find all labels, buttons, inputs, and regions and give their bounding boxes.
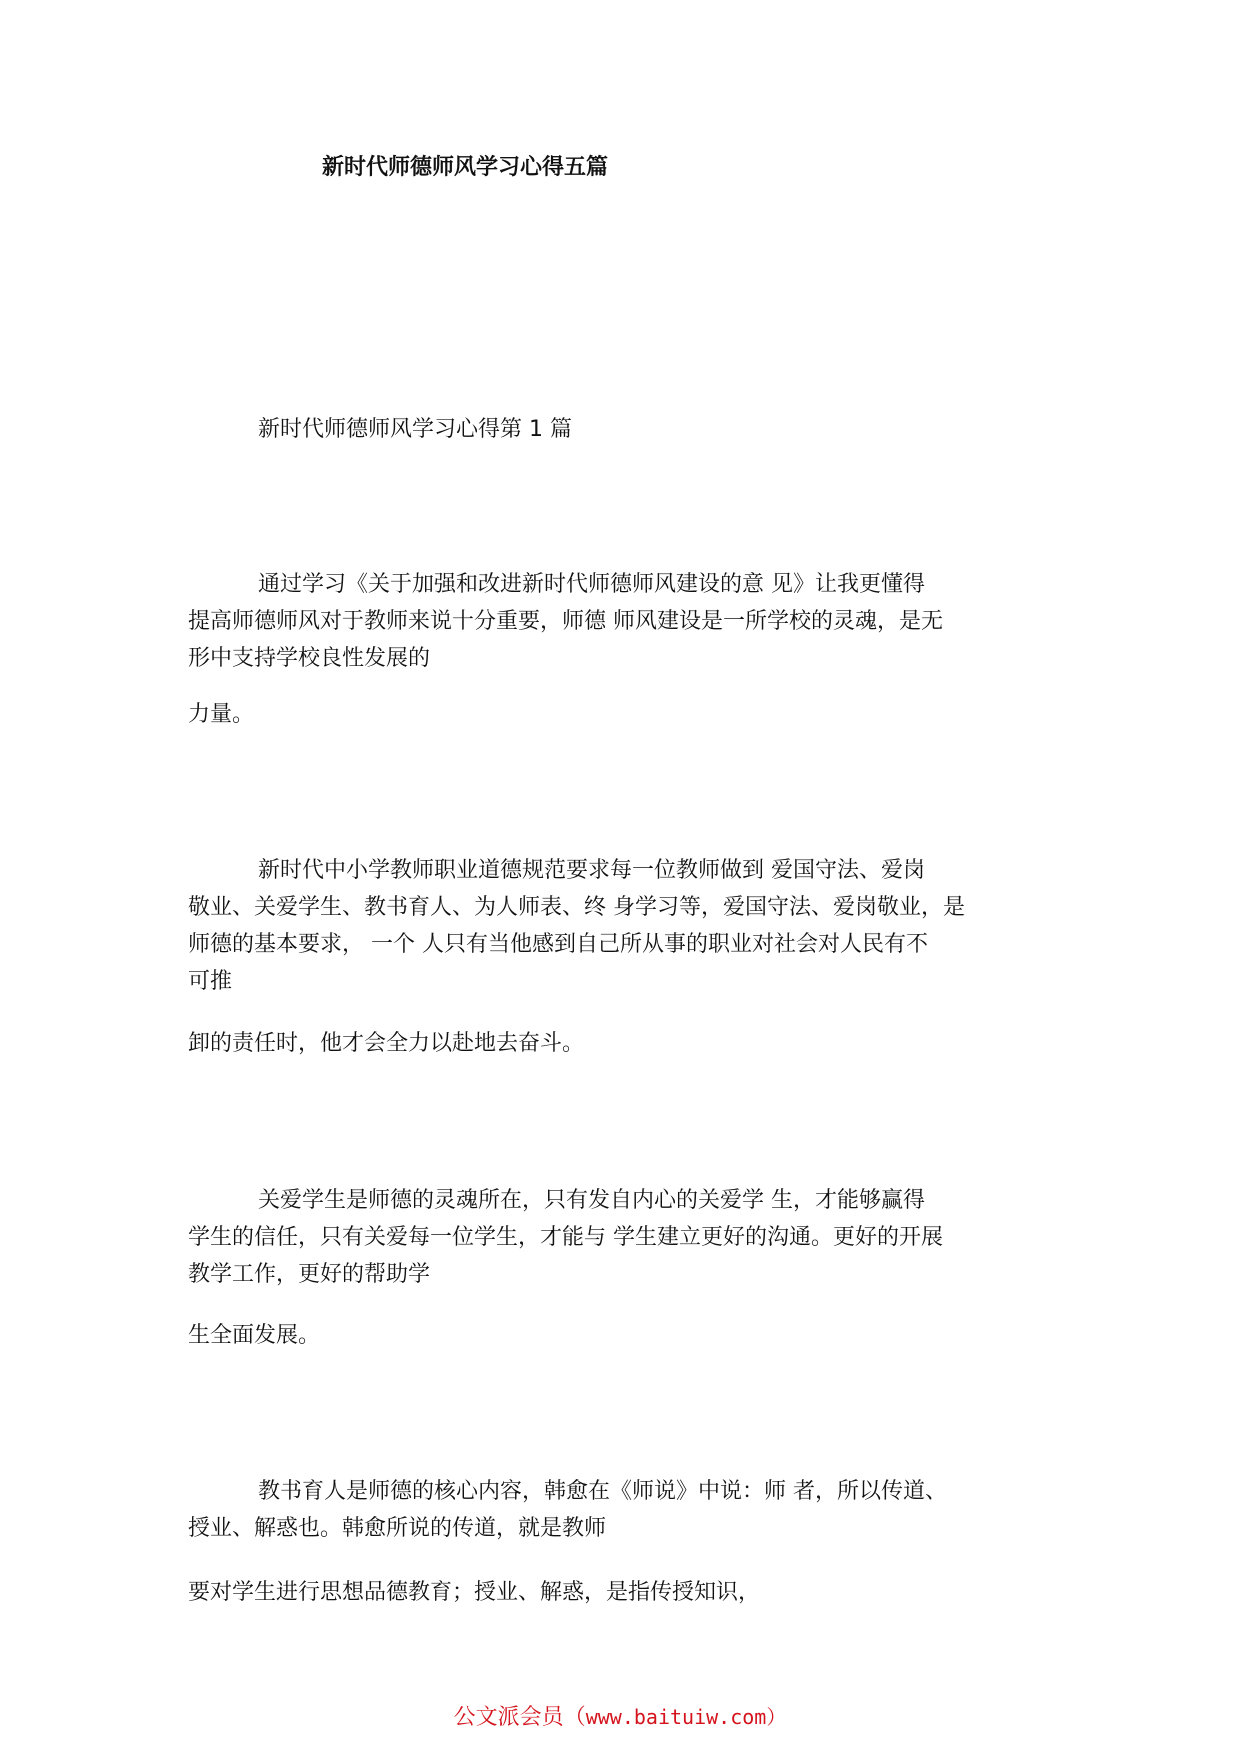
paragraph-line: 师德的基本要求， 一个 人只有当他感到自己所从事的职业对社会对人民有不 <box>188 932 928 957</box>
paragraph-line: 新时代中小学教师职业道德规范要求每一位教师做到 爱国守法、爱岗 <box>258 858 925 883</box>
document-title: 新时代师德师风学习心得五篇 <box>322 155 609 180</box>
paragraph-1 <box>188 566 1048 677</box>
footer-url[interactable]: www.baituiw.com <box>585 1705 767 1729</box>
paragraph-line: 形中支持学校良性发展的 <box>188 646 431 671</box>
footer-label: 公文派会员 <box>453 1705 564 1730</box>
footer-close-paren: ） <box>766 1705 787 1729</box>
paragraph-2-tail: 卸的责任时，他才会全力以赴地去奋斗。 <box>188 1031 585 1056</box>
paragraph-line: 可推 <box>188 969 233 994</box>
section-heading: 新时代师德师风学习心得第 1 篇 <box>258 417 572 442</box>
paragraph-line: 教学工作，更好的帮助学 <box>188 1262 431 1287</box>
paragraph-2 <box>188 852 1048 1000</box>
paragraph-line: 学生的信任，只有关爱每一位学生，才能与 学生建立更好的沟通。更好的开展 <box>188 1225 943 1250</box>
paragraph-4-tail: 要对学生进行思想品德教育；授业、解惑，是指传授知识， <box>188 1580 761 1605</box>
paragraph-3 <box>188 1182 1048 1293</box>
paragraph-line: 提高师德师风对于教师来说十分重要，师德 师风建设是一所学校的灵魂，是无 <box>188 609 943 634</box>
paragraph-4 <box>188 1473 1048 1547</box>
paragraph-line: 敬业、关爱学生、教书育人、为人师表、终 身学习等，爱国守法、爱岗敬业，是 <box>188 895 965 920</box>
paragraph-line: 通过学习《关于加强和改进新时代师德师风建设的意 见》让我更懂得 <box>258 572 925 597</box>
paragraph-1-tail: 力量。 <box>188 702 255 727</box>
footer-open-paren: （ <box>563 1705 586 1730</box>
paragraph-line: 授业、解惑也。韩愈所说的传道，就是教师 <box>188 1516 607 1541</box>
footer-watermark <box>0 1700 1240 1731</box>
paragraph-line: 关爱学生是师德的灵魂所在，只有发自内心的关爱学 生，才能够赢得 <box>258 1188 925 1213</box>
paragraph-3-tail: 生全面发展。 <box>188 1323 321 1348</box>
paragraph-line: 教书育人是师德的核心内容，韩愈在《师说》中说：师 者，所以传道、 <box>258 1479 947 1504</box>
